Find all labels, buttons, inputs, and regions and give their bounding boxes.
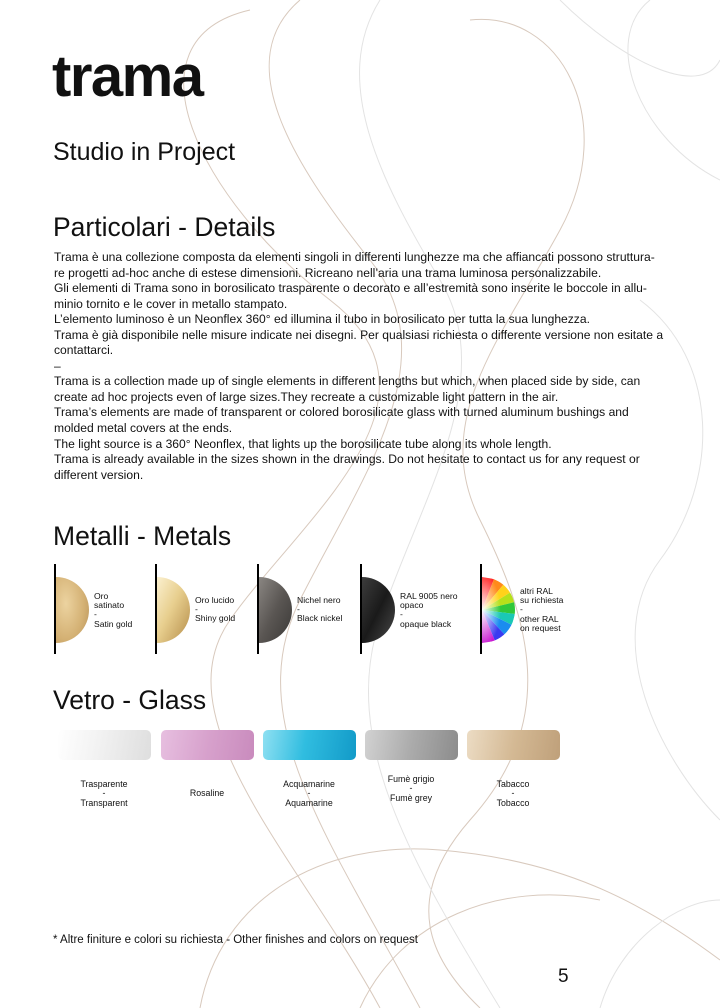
metal-finish-other-ral (480, 564, 580, 654)
metal-label (400, 592, 458, 629)
metal-label-line: opaque black (400, 618, 452, 629)
details-line: Gli elementi di Trama sono in borosilicato trasparente o decorato e all’estremità sono inserite le boccole in allu- (54, 281, 647, 296)
glass-label-tobacco (461, 780, 565, 808)
glass-label-line: Rosaline (189, 788, 225, 798)
glass-label-line: Trasparente (80, 779, 128, 789)
metal-label (520, 587, 563, 633)
details-line: create ad hoc projects even of large sizes.They recreate a customizable light pattern in the air. (54, 389, 559, 404)
details-body (54, 250, 674, 483)
glass-label-line: Fumè grigio (387, 774, 435, 784)
metal-label-line: Satin gold (94, 618, 133, 629)
glass-label-aquamarine (257, 780, 361, 808)
glass-label-line: Fumè grey (389, 792, 433, 803)
studio-subtitle: Studio in Project (53, 138, 236, 166)
metal-label-line: opaco (400, 600, 424, 611)
glass-label-line: Acquamarine (283, 779, 335, 789)
metal-label-line: Oro (94, 591, 109, 601)
metal-label (94, 592, 132, 629)
color-wheel-swatch (482, 577, 516, 643)
glass-label-line: - (409, 783, 413, 794)
metal-label-line: Nichel nero (297, 595, 341, 605)
metal-finish-black-nickel (257, 564, 357, 654)
metal-label-line: on request (520, 622, 561, 633)
satin-gold-swatch (56, 577, 90, 643)
metal-label-line: - (195, 604, 198, 615)
footnote: * Altre finiture e colori su richiesta - Other finishes and colors on request (53, 934, 418, 946)
details-line: Trama’s elements are made of transparent or colored borosilicate glass with turned aluminum bushings and (54, 405, 629, 420)
page-number: 5 (558, 966, 569, 987)
details-line: re progetti ad-hoc anche di estese dimensioni. Ricreano nell’aria una trama luminosa personalizzabile. (54, 265, 602, 280)
details-line: Trama è già disponibile nelle misure indicate nei disegni. Per qualsiasi richiesta o differente versione non esitate a (54, 327, 664, 342)
details-heading: Particolari - Details (53, 212, 276, 242)
metal-label-line: su richiesta (520, 595, 564, 606)
details-line: Trama is already available in the sizes shown in the drawings. Do not hesitate to contact us for any request or (54, 452, 640, 467)
details-line: molded metal covers at the ends. (54, 421, 233, 436)
details-line: L’elemento luminoso è un Neonflex 360° ed illumina il tubo in borosilicato per tutta la sua lunghezza. (54, 312, 590, 327)
metal-label (297, 596, 342, 624)
glass-label-line: - (102, 788, 106, 799)
metal-label-line: RAL 9005 nero (400, 591, 458, 601)
metal-label-line: other RAL (520, 613, 559, 624)
glass-label-transparent (52, 780, 156, 808)
details-line: – (54, 358, 61, 373)
glass-swatch-rosaline (161, 730, 254, 760)
glass-label-line: Tobacco (496, 797, 530, 808)
metal-label-line: satinato (94, 600, 125, 611)
metal-label-line: - (297, 604, 300, 615)
shiny-gold-swatch (157, 577, 191, 643)
details-line: The light source is a 360° Neonflex, that lights up the borosilicate tube along its whole length. (54, 436, 552, 451)
details-line: Trama is a collection made up of single elements in different lengths but which, when placed side by side, can (54, 374, 641, 389)
glass-swatch-tobacco (467, 730, 560, 760)
glass-label-line: - (307, 788, 311, 799)
metal-finish-opaque-black (360, 564, 460, 654)
metal-label-line: - (94, 609, 97, 620)
metal-label-line: altri RAL (520, 586, 553, 596)
brand-logo-title: trama (52, 44, 203, 109)
black-nickel-swatch (259, 577, 293, 643)
metal-finish-satin-gold (54, 564, 154, 654)
metal-finish-shiny-gold (155, 564, 255, 654)
glass-label-rosaline (155, 789, 259, 798)
metal-label (195, 596, 235, 624)
glass-swatch-aquamarine (263, 730, 356, 760)
metal-label-line: Oro lucido (195, 595, 235, 605)
details-line: contattarci. (54, 343, 114, 358)
details-line: Trama è una collezione composta da elementi singoli in differenti lunghezze ma che affiancati possono struttura- (54, 250, 655, 264)
glass-heading: Vetro - Glass (53, 685, 207, 715)
details-line: minio tornito e le cover in metallo stampato. (54, 296, 288, 311)
metals-heading: Metalli - Metals (53, 521, 232, 551)
glass-swatch-smoke-grey (365, 730, 458, 760)
glass-swatch-transparent (58, 730, 151, 760)
metal-label-line: Shiny gold (195, 613, 236, 624)
glass-label-smoke-grey (359, 775, 463, 803)
metal-label-line: - (400, 609, 403, 620)
glass-label-line: Transparent (80, 797, 128, 808)
glass-label-line: - (511, 788, 515, 799)
metal-label-line: - (520, 604, 523, 615)
glass-label-line: Tabacco (496, 779, 530, 789)
metal-label-line: Black nickel (297, 613, 343, 624)
glass-label-line: Aquamarine (285, 797, 333, 808)
details-line: different version. (54, 467, 144, 482)
opaque-black-swatch (362, 577, 396, 643)
